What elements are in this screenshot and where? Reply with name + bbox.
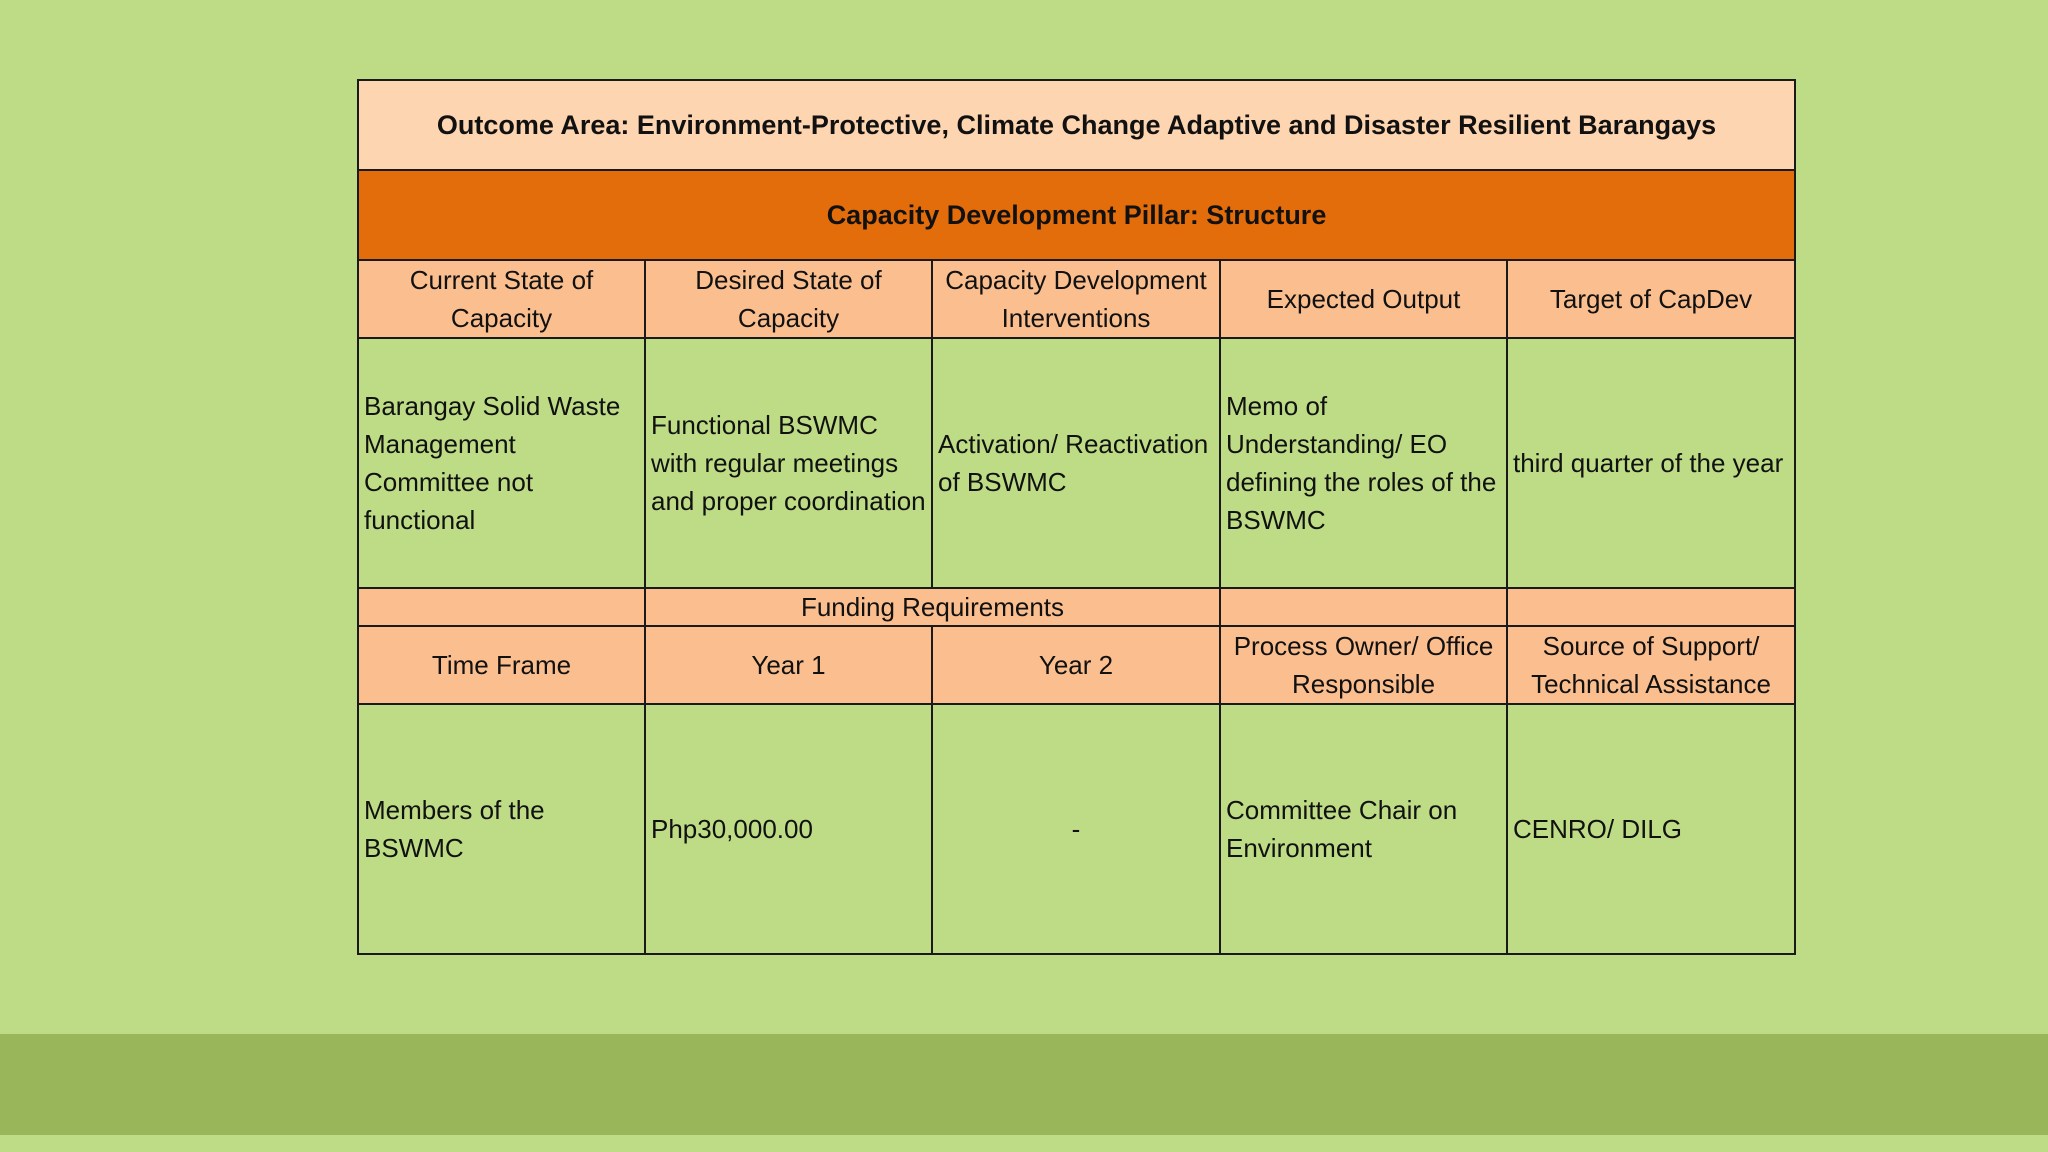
capdev-table <box>357 79 1796 955</box>
header-desired-state: Desired State of Capacity <box>645 260 932 338</box>
header-year-2: Year 2 <box>932 626 1220 704</box>
outcome-area-row <box>358 80 1795 170</box>
cell-current-state: Barangay Solid Waste Management Committee not functional <box>358 338 645 588</box>
funding-blank-right <box>1507 588 1795 626</box>
header-year-1: Year 1 <box>645 626 932 704</box>
cell-desired-state: Functional BSWMC with regular meetings and proper coordination <box>645 338 932 588</box>
cell-process-owner: Committee Chair on Environment <box>1220 704 1507 954</box>
funding-blank-left <box>358 588 645 626</box>
funding-requirements-label: Funding Requirements <box>645 588 1220 626</box>
header-expected-output: Expected Output <box>1220 260 1507 338</box>
cell-year-1: Php30,000.00 <box>645 704 932 954</box>
cell-target: third quarter of the year <box>1507 338 1795 588</box>
pillar-title: Capacity Development Pillar: Structure <box>358 170 1795 260</box>
header-current-state: Current State of Capacity <box>358 260 645 338</box>
header-source-support: Source of Support/ Technical Assistance <box>1507 626 1795 704</box>
header-interventions: Capacity Development Interventions <box>932 260 1220 338</box>
header-row-capacity <box>358 260 1795 338</box>
pillar-row <box>358 170 1795 260</box>
header-process-owner: Process Owner/ Office Responsible <box>1220 626 1507 704</box>
funding-row <box>358 588 1795 626</box>
table-row <box>358 338 1795 588</box>
footer-band <box>0 1034 2048 1135</box>
outcome-area-title: Outcome Area: Environment-Protective, Climate Change Adaptive and Disaster Resilient Barangays <box>358 80 1795 170</box>
cell-interventions: Activation/ Reactivation of BSWMC <box>932 338 1220 588</box>
header-row-funding <box>358 626 1795 704</box>
cell-year-2: - <box>932 704 1220 954</box>
header-target: Target of CapDev <box>1507 260 1795 338</box>
table-row <box>358 704 1795 954</box>
header-time-frame: Time Frame <box>358 626 645 704</box>
cell-expected-output: Memo of Understanding/ EO defining the roles of the BSWMC <box>1220 338 1507 588</box>
cell-time-frame: Members of the BSWMC <box>358 704 645 954</box>
cell-source-support: CENRO/ DILG <box>1507 704 1795 954</box>
funding-blank-mid <box>1220 588 1507 626</box>
